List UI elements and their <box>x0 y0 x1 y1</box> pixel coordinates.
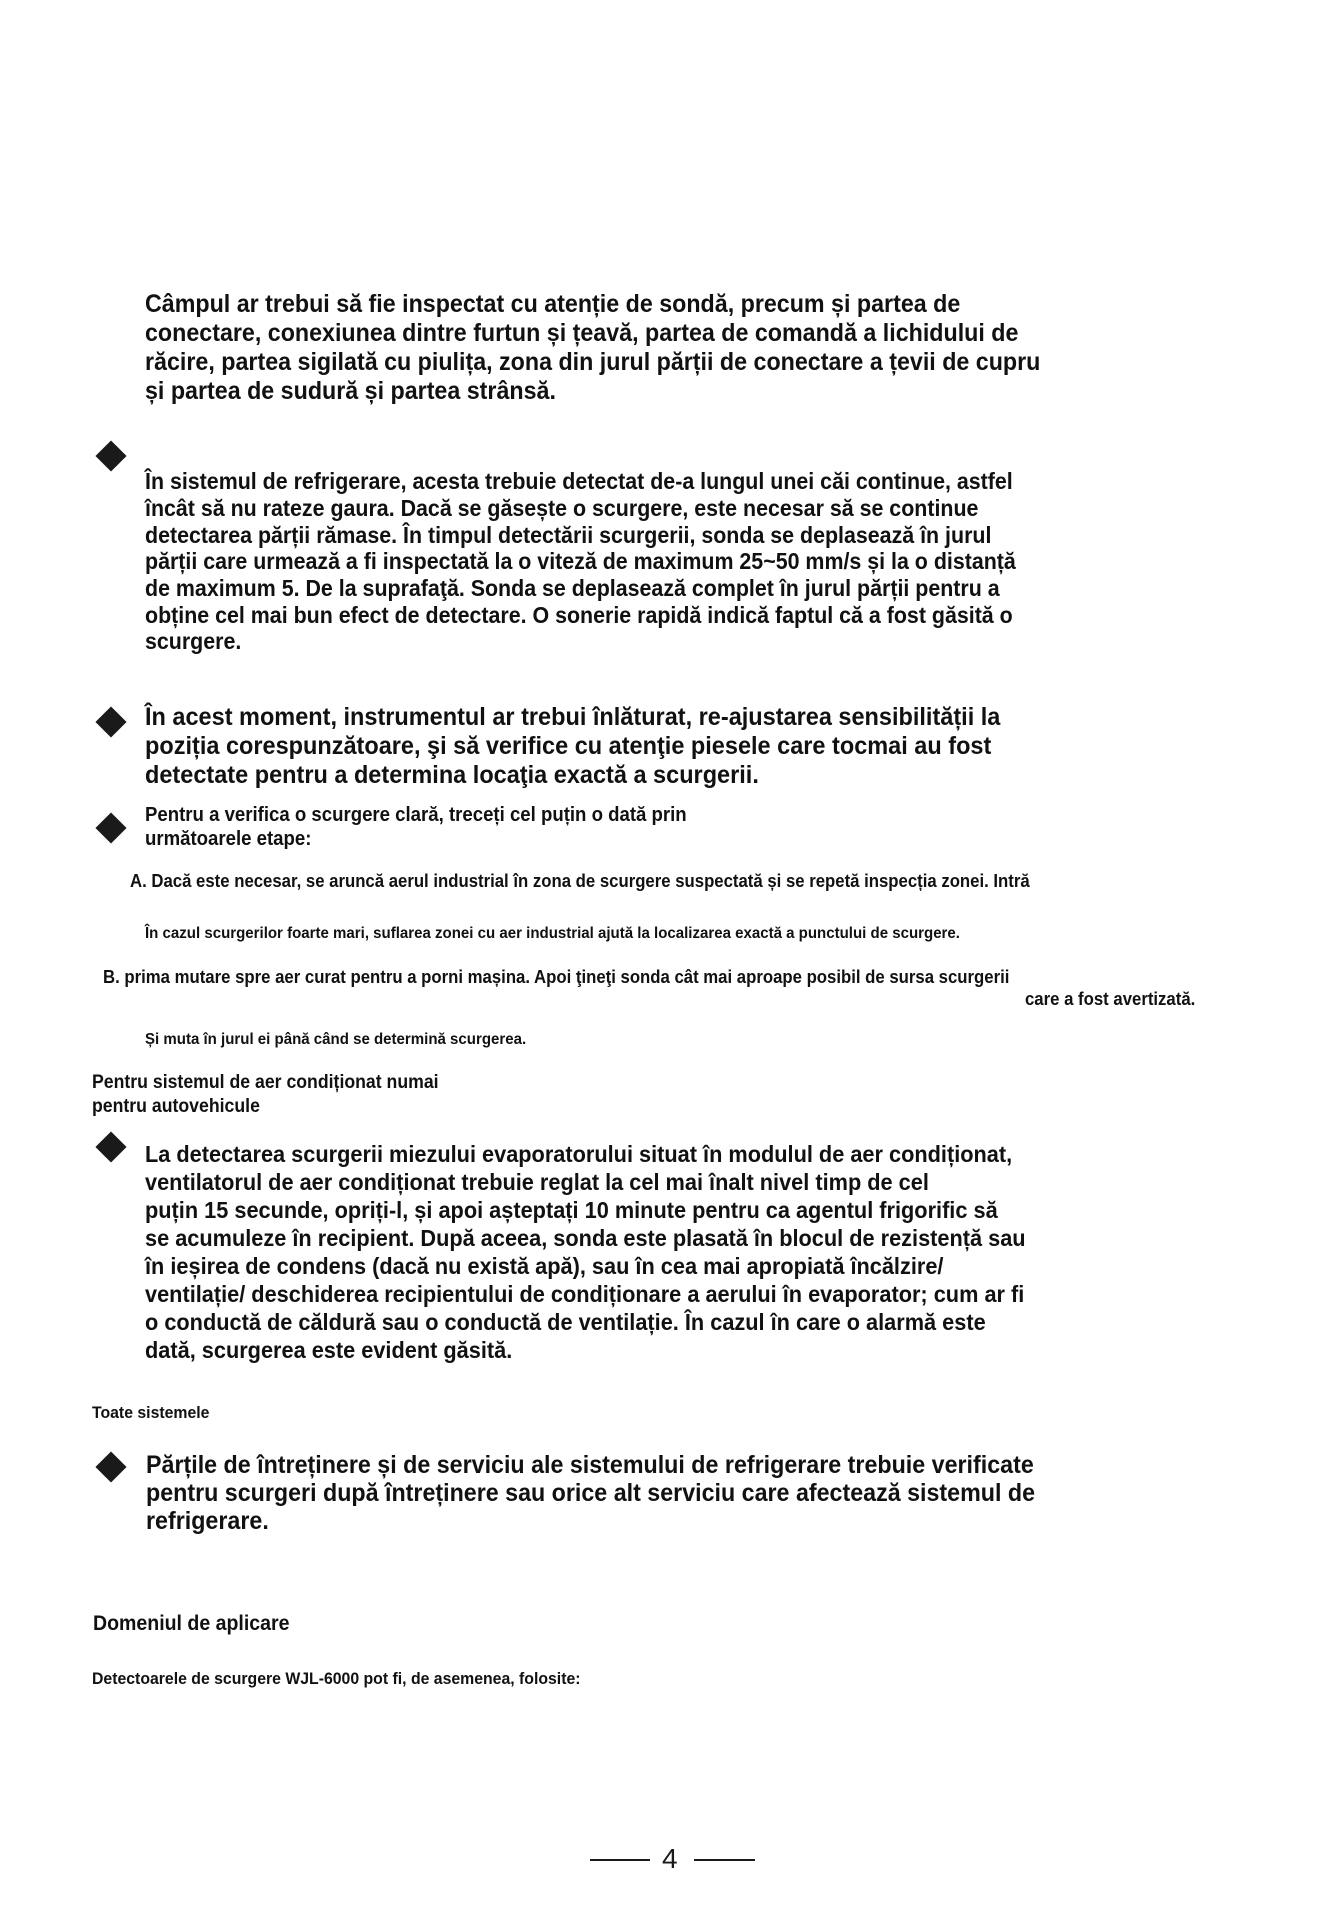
step-b-note: Și muta în jurul ei până când se determină scurgerea. <box>145 1031 527 1048</box>
text-line: Câmpul ar trebui să fie inspectat cu atenție de sondă, precum și partea de <box>145 290 961 318</box>
text-line: ventilație/ deschiderea recipientului de condiționare a aerului în evaporator; cum ar fi <box>145 1281 1025 1307</box>
text-line: de maximum 5. De la suprafaţă. Sonda se deplasează complet în jurul părții pentru a <box>145 575 1000 601</box>
text-line: Pentru a verifica o scurgere clară, treceți cel puțin o dată prin <box>145 804 687 826</box>
section-heading-scope: Domeniul de aplicare <box>93 1612 290 1635</box>
text-line: În acest moment, instrumentul ar trebui înlăturat, re-ajustarea sensibilității la <box>145 703 1001 731</box>
diamond-bullet-icon <box>95 812 126 843</box>
footer-rule-left <box>590 1859 650 1861</box>
text-line: încât să nu rateze gaura. Dacă se găsește o scurgere, este necesar să se continue <box>145 495 979 521</box>
text-line: pentru scurgeri după întreținere sau orice alt serviciu care afectează sistemul de <box>146 1479 1036 1507</box>
text-line: detectate pentru a determina locaţia exactă a scurgerii. <box>145 761 759 789</box>
text-line: următoarele etape: <box>145 828 312 850</box>
scope-intro: Detectoarele de scurgere WJL-6000 pot fi, de asemenea, folosite: <box>92 1669 581 1688</box>
text-line: se acumuleze în recipient. După aceea, sonda este plasată în blocul de rezistență sau <box>145 1225 1026 1251</box>
text-line: detectarea părții rămase. În timpul detectării scurgerii, sonda se deplasează în jurul <box>145 522 992 548</box>
text-line: În sistemul de refrigerare, acesta trebuie detectat de-a lungul unei căi continue, astfel <box>145 468 1013 494</box>
text-line: dată, scurgerea este evident găsită. <box>145 1337 513 1363</box>
step-b: B. prima mutare spre aer curat pentru a porni mașina. Apoi ţineţi sonda cât mai aproape posibil de sursa scurgerii <box>103 967 1010 987</box>
diamond-bullet-icon <box>95 706 126 737</box>
text-line: poziția corespunzătoare, şi să verifice cu atenţie piesele care tocmai au fost <box>145 732 992 760</box>
page-number: 4 <box>662 1843 678 1874</box>
step-a: A. Dacă este necesar, se aruncă aerul industrial în zona de scurgere suspectată și se repetă inspecția zonei. Intră <box>130 871 1030 891</box>
diamond-bullet-icon <box>95 1131 126 1162</box>
text-line: obține cel mai bun efect de detectare. O sonerie rapidă indică faptul că a fost găsită o <box>145 602 1013 628</box>
step-a-note: În cazul scurgerilor foarte mari, suflarea zonei cu aer industrial ajută la localizarea exactă a punctului de scurgere. <box>145 925 960 942</box>
footer-rule-right <box>694 1859 755 1861</box>
text-line: La detectarea scurgerii miezului evaporatorului situat în modulul de aer condiționat, <box>145 1141 1013 1167</box>
diamond-bullet-icon <box>95 1451 126 1482</box>
text-line: ventilatorul de aer condiționat trebuie reglat la cel mai înalt nivel timp de cel <box>145 1169 929 1195</box>
heading-line: Pentru sistemul de aer condiționat numai <box>92 1072 439 1093</box>
text-line: răcire, partea sigilată cu piulița, zona din jurul părții de conectare a țevii de cupru <box>145 348 1041 376</box>
text-line: și partea de sudură și partea strânsă. <box>145 377 556 405</box>
text-line: puțin 15 secunde, opriți-l, și apoi așteptați 10 minute pentru ca agentul frigorific să <box>145 1197 998 1223</box>
heading-line: pentru autovehicule <box>92 1096 260 1117</box>
step-b-continuation: care a fost avertizată. <box>1025 989 1196 1009</box>
text-line: conectare, conexiunea dintre furtun și țeavă, partea de comandă a lichidului de <box>145 319 1019 347</box>
text-line: scurgere. <box>145 628 242 654</box>
diamond-bullet-icon <box>95 440 126 471</box>
text-line: părții care urmează a fi inspectată la o viteză de maximum 25~50 mm/s și la o distanță <box>145 548 1016 574</box>
text-line: refrigerare. <box>146 1507 269 1535</box>
text-line: Părțile de întreținere și de serviciu ale sistemului de refrigerare trebuie verificate <box>146 1451 1034 1479</box>
text-line: în ieșirea de condens (dacă nu există apă), sau în cea mai apropiată încălzire/ <box>145 1253 944 1279</box>
text-line: o conductă de căldură sau o conductă de ventilație. În cazul în care o alarmă este <box>145 1309 986 1335</box>
section-heading-all-systems: Toate sistemele <box>92 1403 210 1422</box>
